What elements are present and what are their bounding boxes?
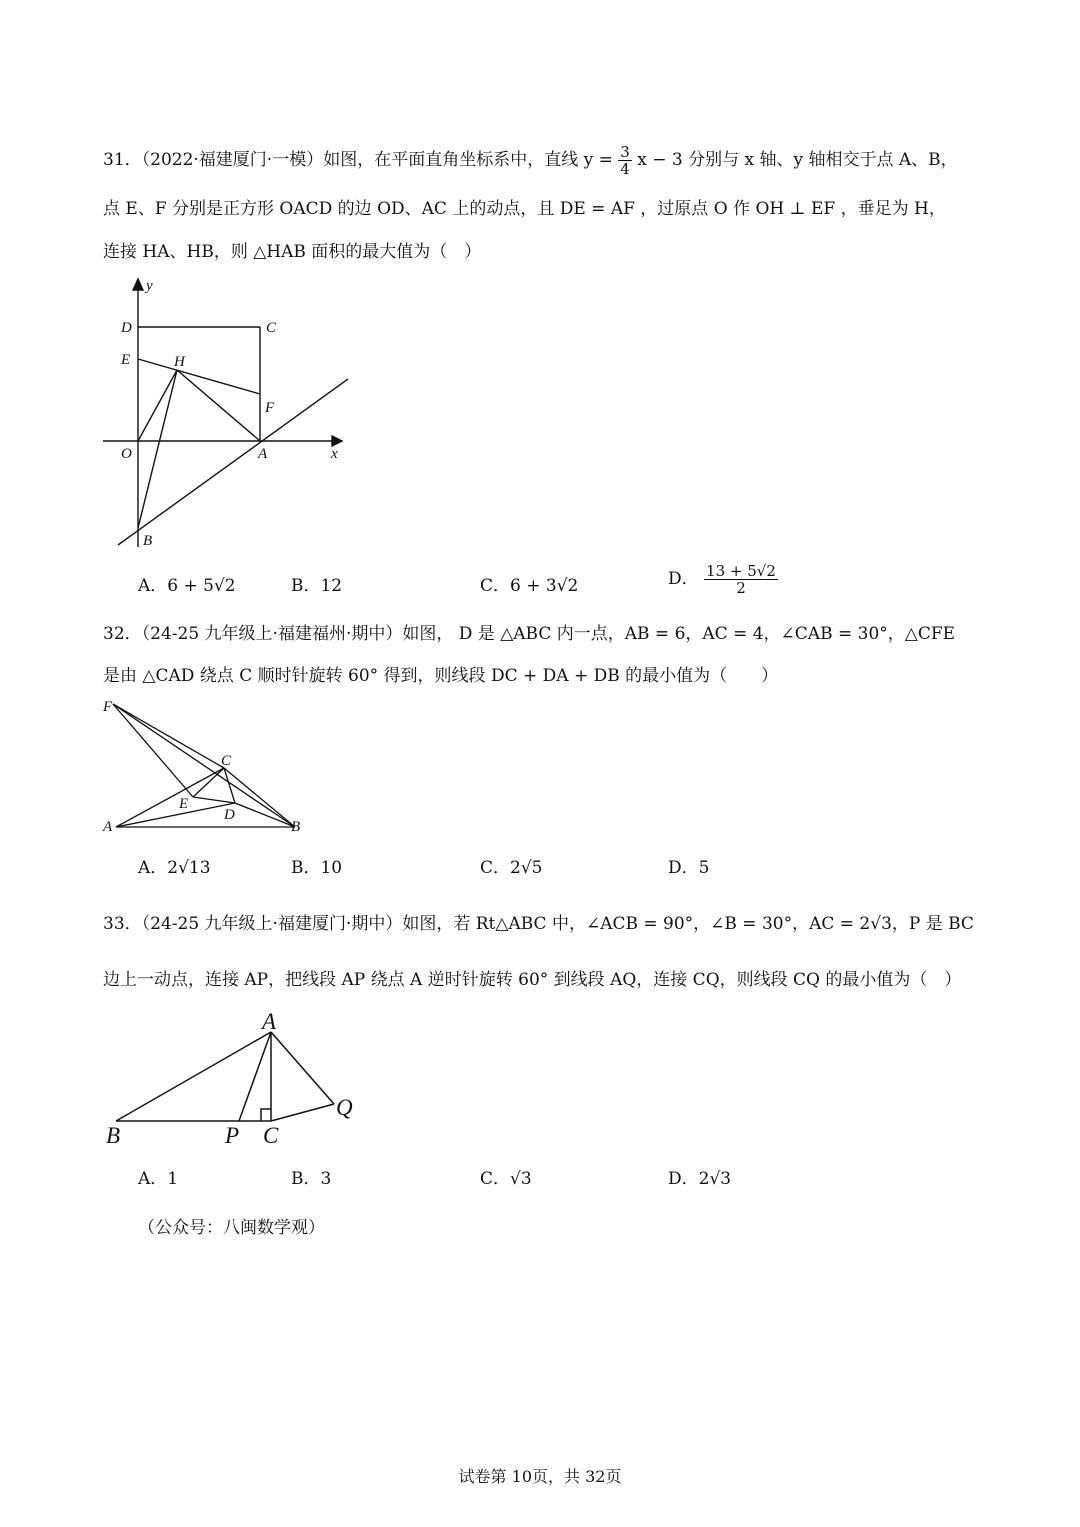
q31-label-A: A — [258, 446, 268, 462]
q32-label-F: F — [103, 699, 113, 715]
q33-label-Q: Q — [336, 1095, 353, 1120]
q33-option-c[interactable]: C．√3 — [480, 1169, 532, 1189]
q32-option-b[interactable]: B．10 — [291, 858, 343, 878]
q31-label-E: E — [121, 352, 131, 368]
source-note: （公众号：八闽数学观） — [138, 1218, 325, 1238]
q33-option-a[interactable]: A．1 — [138, 1169, 179, 1189]
q31-figure — [100, 275, 360, 555]
q31-label-y: y — [146, 278, 153, 294]
q33-line2: 边上一动点，连接 AP，把线段 AP 绕点 A 逆时针旋转 60° 到线段 AQ，连接 CQ，则线段 CQ 的最小值为（ ） — [103, 970, 962, 990]
q31-option-b[interactable]: B．12 — [291, 576, 343, 596]
q31-option-a[interactable]: A．6 + 5√2 — [138, 576, 236, 596]
q31-frac-num: 3 — [620, 143, 630, 161]
q33-label-P: P — [225, 1123, 240, 1148]
q31-fraction — [618, 144, 632, 177]
q32-label-E: E — [179, 796, 189, 812]
q31-option-d-den: 2 — [736, 579, 746, 597]
q31-option-d-fraction — [704, 563, 778, 596]
q32-line1: 32．（24-25 九年级上·福建福州·期中）如图， D 是 △ABC 内一点，AB = 6，AC = 4，∠CAB = 30°，△CFE — [103, 624, 956, 644]
q33-label-C: C — [263, 1123, 279, 1148]
q31-label-F: F — [265, 400, 275, 416]
q31-line2: 点 E、F 分别是正方形 OACD 的边 OD、AC 上的动点，且 DE = AF ，过原点 O 作 OH ⊥ EF ，垂足为 H， — [103, 199, 946, 219]
q31-option-d-num: 13 + 5√2 — [706, 562, 776, 580]
q31-label-O: O — [121, 446, 132, 462]
page-footer: 试卷第 10页，共 32页 — [458, 1467, 622, 1486]
q32-option-c[interactable]: C．2√5 — [480, 858, 543, 878]
q32-label-A: A — [103, 819, 113, 835]
q31-option-d-prefix: D． — [668, 569, 699, 589]
q31-label-H: H — [174, 354, 185, 370]
q31-text-a: 31．（2022·福建厦门·一模）如图，在平面直角坐标系中，直线 y = — [103, 150, 613, 170]
q33-label-B: B — [106, 1123, 121, 1148]
q31-frac-den: 4 — [620, 160, 630, 178]
q31-label-x: x — [331, 446, 338, 462]
q32-label-D: D — [224, 807, 235, 823]
q31-label-D: D — [121, 320, 132, 336]
q31-text-b: x − 3 分别与 x 轴、y 轴相交于点 A、B， — [637, 150, 958, 170]
q33-figure — [100, 1005, 365, 1155]
q32-figure — [100, 695, 320, 840]
q31-option-c[interactable]: C．6 + 3√2 — [480, 576, 579, 596]
q31-label-C: C — [266, 320, 277, 336]
q33-label-A: A — [262, 1009, 277, 1034]
q33-line1: 33．（24-25 九年级上·福建厦门·期中）如图，若 Rt△ABC 中，∠ACB = 90°，∠B = 30°，AC = 2√3，P 是 BC — [103, 914, 974, 934]
q32-label-C: C — [221, 753, 232, 769]
q31-label-B: B — [143, 533, 153, 549]
q32-option-d[interactable]: D．5 — [668, 858, 710, 878]
q33-option-d[interactable]: D．2√3 — [668, 1169, 732, 1189]
q32-line2: 是由 △CAD 绕点 C 顺时针旋转 60° 得到，则线段 DC + DA + DB 的最小值为（ ） — [103, 666, 779, 686]
q32-label-B: B — [291, 819, 301, 835]
q31-line1 — [103, 144, 958, 177]
q32-option-a[interactable]: A．2√13 — [138, 858, 211, 878]
q33-option-b[interactable]: B．3 — [291, 1169, 332, 1189]
q31-option-d[interactable] — [668, 563, 778, 596]
q31-line3: 连接 HA、HB，则 △HAB 面积的最大值为（ ） — [103, 242, 482, 262]
